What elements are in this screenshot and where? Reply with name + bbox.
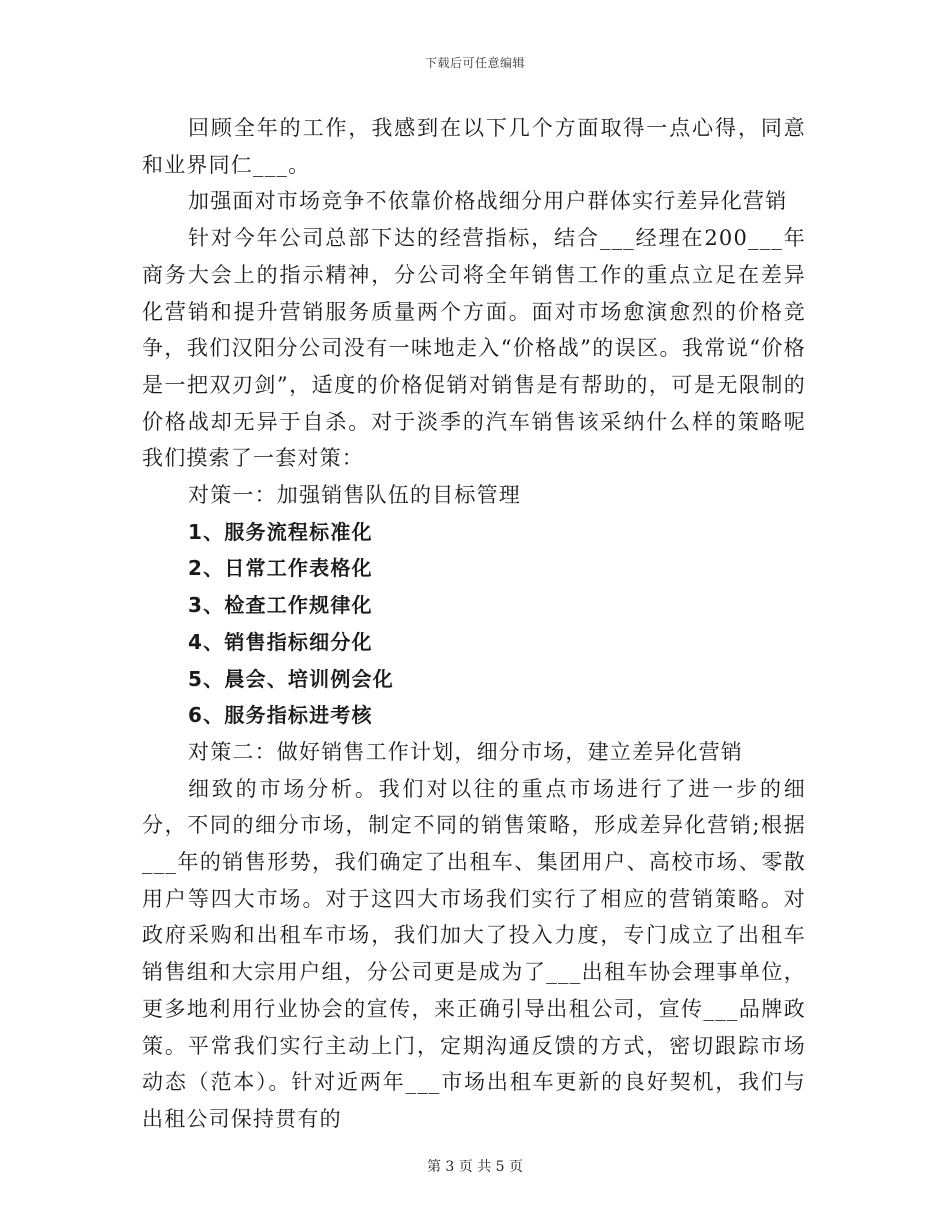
paragraph-review: 回顾全年的工作，我感到在以下几个方面取得一点心得，同意和业界同仁___。 bbox=[142, 116, 806, 177]
list-item: 3、检查工作规律化 bbox=[188, 593, 373, 618]
page-header: 下载后可任意编辑 bbox=[424, 56, 525, 70]
paragraph-measure-two: 对策二：做好销售工作计划，细分市场，建立差异化营销 bbox=[188, 739, 743, 764]
document-body bbox=[142, 110, 806, 1138]
page-footer: 第 3 页 共 5 页 bbox=[426, 1159, 524, 1175]
list-item: 5、晨会、培训例会化 bbox=[188, 666, 394, 691]
list-item: 1、服务流程标准化 bbox=[188, 519, 373, 544]
paragraph-heading-differentiation: 加强面对市场竞争不依靠价格战细分用户群体实行差异化营销 bbox=[188, 189, 788, 214]
paragraph-strategy: 针对今年公司总部下达的经营指标，结合___经理在200___年商务大会上的指示精神，分公司将全年销售工作的重点立足在差异化营销和提升营销服务质量两个方面。面对市场愈演愈烈的价格竞争，我们汉阳分公司没有一味地走入“价格战”的误区。我常说“价格是一把双刃剑”，适度的价格促销对销售是有帮助的，可是无限制的价格战却无异于自杀。对于淡季的汽车销售该采纳什么样的策略呢我们摸索了一套对策： bbox=[142, 226, 806, 471]
paragraph-market-analysis: 细致的市场分析。我们对以往的重点市场进行了进一步的细分，不同的细分市场，制定不同的销售策略，形成差异化营销;根据___年的销售形势，我们确定了出租车、集团用户、高校市场、零散用户等四大市场。对于这四大市场我们实行了相应的营销策略。对政府采购和出租车市场，我们加大了投入力度，专门成立了出租车销售组和大宗用户组，分公司更是成为了___出租车协会理事单位，更多地利用行业协会的宣传，来正确引导出租公司，宣传___品牌政策。平常我们实行主动上门，定期沟通反馈的方式，密切跟踪市场动态（范本）。针对近两年___市场出租车更新的良好契机，我们与出租公司保持贯有的 bbox=[142, 776, 806, 1131]
list-item: 2、日常工作表格化 bbox=[188, 556, 373, 581]
paragraph-measure-one: 对策一：加强销售队伍的目标管理 bbox=[188, 483, 521, 508]
list-item: 6、服务指标进考核 bbox=[188, 703, 373, 728]
list-item: 4、销售指标细分化 bbox=[188, 629, 373, 654]
